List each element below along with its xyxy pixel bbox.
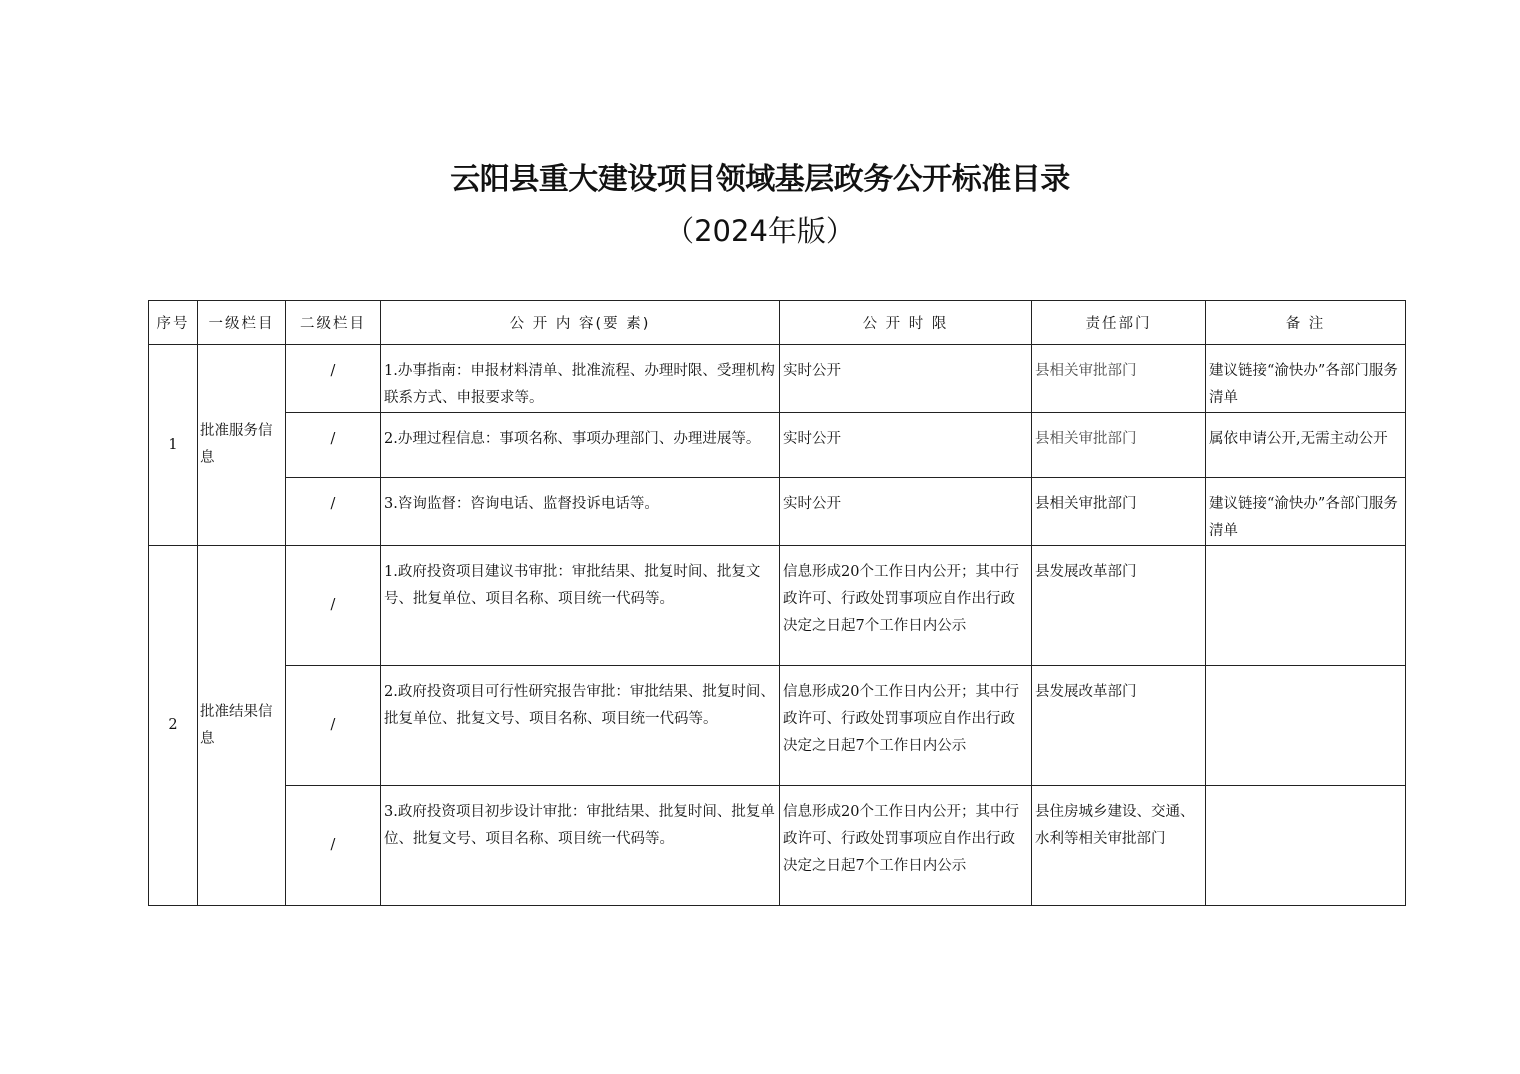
content-cell: 3.咨询监督：咨询电话、监督投诉电话等。 [381, 478, 780, 546]
level2-cell: / [286, 546, 381, 666]
table-row [149, 345, 1406, 413]
note-cell: 属依申请公开,无需主动公开 [1206, 413, 1406, 478]
level2-cell: / [286, 786, 381, 906]
table-row [149, 478, 1406, 546]
header-content: 公 开 内 容(要 素) [381, 301, 780, 345]
document-subtitle: （2024年版） [665, 214, 855, 248]
department-cell: 县发展改革部门 [1032, 546, 1206, 666]
level2-cell: / [286, 666, 381, 786]
table-row [149, 786, 1406, 906]
content-cell: 2.政府投资项目可行性研究报告审批：审批结果、批复时间、批复单位、批复文号、项目名称、项目统一代码等。 [381, 666, 780, 786]
level2-cell: / [286, 345, 381, 413]
table-header-row [149, 301, 1406, 345]
header-level2: 二级栏目 [286, 301, 381, 345]
header-level1: 一级栏目 [198, 301, 286, 345]
note-cell [1206, 786, 1406, 906]
content-cell: 2.办理过程信息：事项名称、事项办理部门、办理进展等。 [381, 413, 780, 478]
department-cell: 县相关审批部门 [1032, 413, 1206, 478]
note-cell: 建议链接“渝快办”各部门服务清单 [1206, 345, 1406, 413]
department-cell: 县住房城乡建设、交通、水利等相关审批部门 [1032, 786, 1206, 906]
department-cell: 县发展改革部门 [1032, 666, 1206, 786]
level2-cell: / [286, 413, 381, 478]
department-cell: 县相关审批部门 [1032, 345, 1206, 413]
note-cell [1206, 546, 1406, 666]
table-row [149, 546, 1406, 666]
level2-cell: / [286, 478, 381, 546]
level1-cell: 批准结果信息 [198, 546, 286, 906]
header-time-limit: 公 开 时 限 [780, 301, 1032, 345]
header-seq: 序号 [149, 301, 198, 345]
catalog-table [148, 300, 1406, 906]
note-cell: 建议链接“渝快办”各部门服务清单 [1206, 478, 1406, 546]
time-limit-cell: 信息形成20个工作日内公开；其中行政许可、行政处罚事项应自作出行政决定之日起7个工作日内公示 [780, 546, 1032, 666]
table-row [149, 413, 1406, 478]
time-limit-cell: 信息形成20个工作日内公开；其中行政许可、行政处罚事项应自作出行政决定之日起7个工作日内公示 [780, 786, 1032, 906]
time-limit-cell: 实时公开 [780, 345, 1032, 413]
time-limit-cell: 实时公开 [780, 413, 1032, 478]
level1-cell: 批准服务信息 [198, 345, 286, 546]
time-limit-cell: 信息形成20个工作日内公开；其中行政许可、行政处罚事项应自作出行政决定之日起7个工作日内公示 [780, 666, 1032, 786]
content-cell: 1.办事指南：申报材料清单、批准流程、办理时限、受理机构联系方式、申报要求等。 [381, 345, 780, 413]
department-cell: 县相关审批部门 [1032, 478, 1206, 546]
content-cell: 3.政府投资项目初步设计审批：审批结果、批复时间、批复单位、批复文号、项目名称、项目统一代码等。 [381, 786, 780, 906]
content-cell: 1.政府投资项目建议书审批：审批结果、批复时间、批复文号、批复单位、项目名称、项目统一代码等。 [381, 546, 780, 666]
time-limit-cell: 实时公开 [780, 478, 1032, 546]
header-note: 备 注 [1206, 301, 1406, 345]
document-title: 云阳县重大建设项目领域基层政务公开标准目录 [450, 162, 1070, 197]
header-department: 责任部门 [1032, 301, 1206, 345]
seq-cell: 2 [149, 546, 198, 906]
note-cell [1206, 666, 1406, 786]
seq-cell: 1 [149, 345, 198, 546]
table-row [149, 666, 1406, 786]
